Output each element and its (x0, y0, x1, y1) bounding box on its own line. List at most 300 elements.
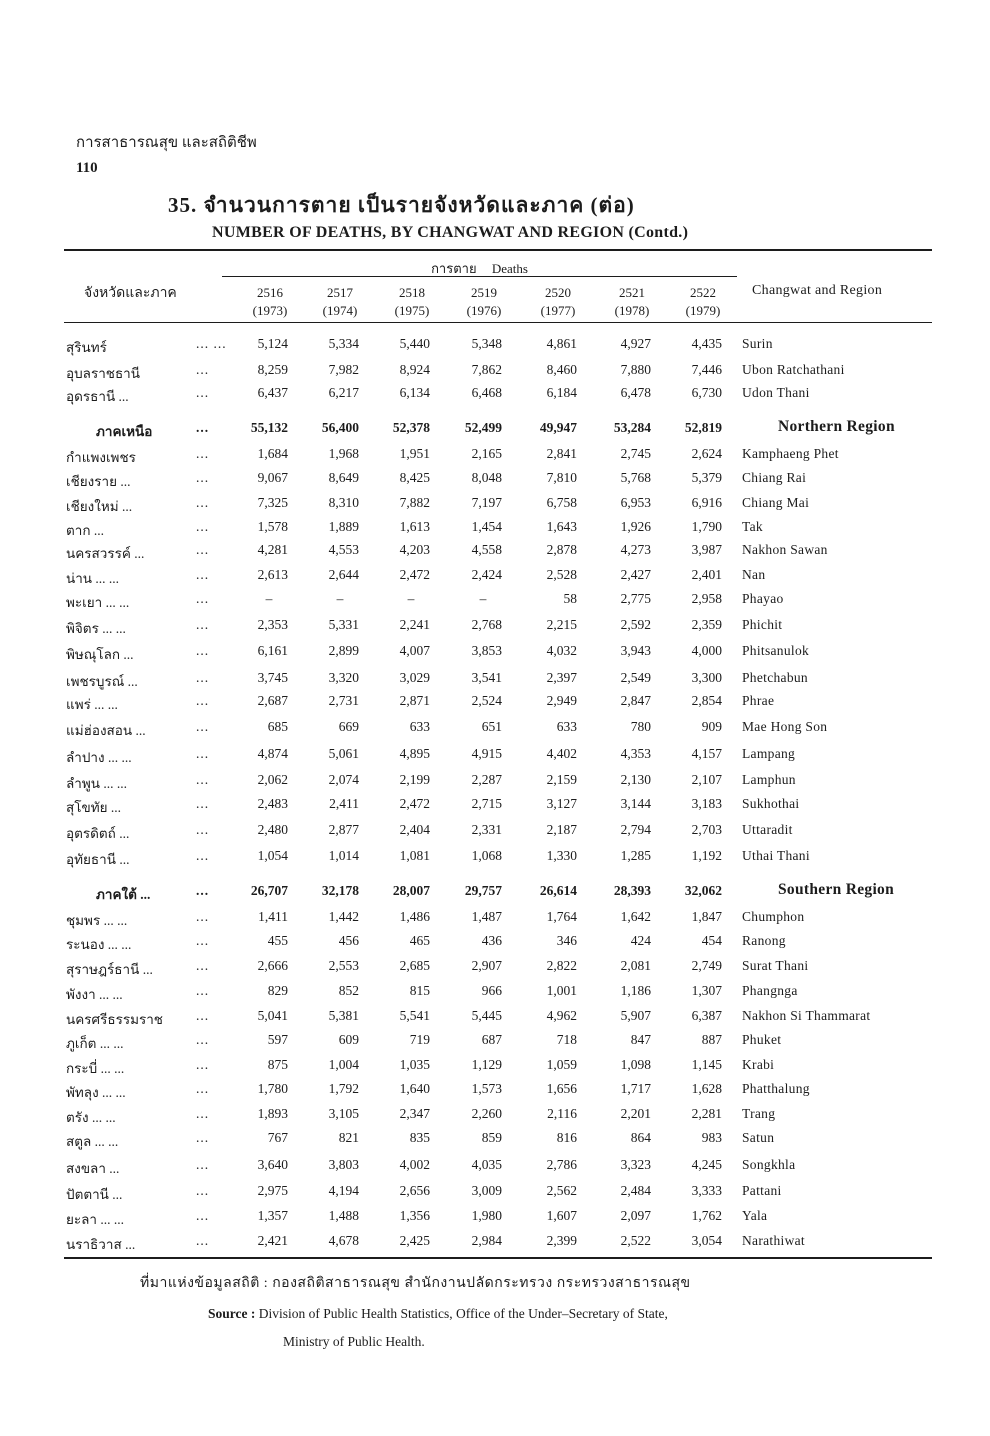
death-count-cell: 1,717 (620, 1081, 651, 1096)
death-count-cell: 6,134 (399, 385, 430, 400)
death-count-cell: 1,889 (328, 519, 359, 534)
death-count-cell: 1,628 (691, 1081, 722, 1096)
year-header (382, 284, 442, 320)
death-count-cell: 2,949 (546, 693, 577, 708)
year-header (528, 284, 588, 320)
death-count-cell: 6,730 (691, 385, 722, 400)
changwat-name-thai: ตรัง ... ... (66, 1110, 116, 1125)
death-count-cell: 53,284 (613, 420, 651, 435)
death-count-cell: 3,333 (691, 1183, 722, 1198)
changwat-name-thai: ยะลา ... ... (66, 1212, 125, 1227)
death-count-cell: 2,899 (328, 643, 359, 658)
table-row (0, 1057, 990, 1079)
death-count-cell: 2,907 (471, 958, 502, 973)
death-count-cell: 2,768 (471, 617, 502, 632)
death-count-cell: 8,048 (471, 470, 502, 485)
death-count-cell: 6,161 (257, 643, 288, 658)
changwat-name-thai: ภาคใต้ ... (96, 887, 151, 902)
death-count-cell: 609 (338, 1032, 359, 1047)
changwat-name-thai: พิจิตร ... ... (66, 621, 126, 636)
leader-dots: ... (196, 933, 210, 948)
death-count-cell: 52,499 (464, 420, 502, 435)
running-head: การสาธารณสุข และสถิติชีพ (76, 135, 257, 151)
death-count-cell: 2,421 (257, 1233, 288, 1248)
death-count-cell: 2,854 (691, 693, 722, 708)
death-count-cell: – (407, 591, 415, 606)
death-count-cell: 2,424 (471, 567, 502, 582)
death-count-cell: 4,273 (620, 542, 651, 557)
death-count-cell: 4,927 (620, 336, 651, 351)
death-count-cell: 6,478 (620, 385, 651, 400)
table-row (0, 933, 990, 955)
death-count-cell: 2,878 (546, 542, 577, 557)
death-count-cell: 3,853 (471, 643, 502, 658)
death-count-cell: 2,484 (620, 1183, 651, 1198)
death-count-cell: 7,862 (471, 362, 502, 377)
leader-dots: ... (196, 385, 210, 400)
changwat-name-english: Nakhon Si Thammarat (742, 1008, 871, 1023)
death-count-cell: 847 (630, 1032, 651, 1047)
death-count-cell: 5,124 (257, 336, 288, 351)
death-count-cell: 1,411 (258, 909, 288, 924)
death-count-cell: 1,656 (546, 1081, 577, 1096)
changwat-name-english: Satun (742, 1130, 775, 1145)
death-count-cell: 436 (481, 933, 502, 948)
death-count-cell: 669 (338, 719, 359, 734)
changwat-name-thai: อุดรธานี ... (66, 389, 129, 404)
table-row (0, 719, 990, 741)
death-count-cell: 2,522 (620, 1233, 651, 1248)
table-top-rule (64, 249, 932, 251)
leader-dots: ... (196, 1032, 210, 1047)
leader-dots: ... (196, 591, 210, 606)
leader-dots: ... (196, 1157, 210, 1172)
death-count-cell: 1,684 (257, 446, 288, 461)
death-count-cell: 4,962 (546, 1008, 577, 1023)
table-row (0, 519, 990, 541)
table-bottom-rule (64, 1257, 932, 1259)
table-row (0, 495, 990, 517)
year-ce: (1973) (252, 303, 288, 318)
death-count-cell: 2,528 (546, 567, 577, 582)
changwat-name-english: Kamphaeng Phet (742, 446, 839, 461)
changwat-name-thai: อุทัยธานี ... (66, 852, 130, 867)
leader-dots: ... (196, 746, 210, 761)
death-count-cell: 3,320 (328, 670, 359, 685)
table-row (0, 772, 990, 794)
death-count-cell: 26,614 (539, 883, 577, 898)
changwat-name-thai: ระนอง ... ... (66, 937, 132, 952)
changwat-name-thai: ภาคเหนือ (96, 424, 153, 439)
death-count-cell: 7,810 (546, 470, 577, 485)
death-count-cell: 633 (556, 719, 577, 734)
death-count-cell: 4,353 (620, 746, 651, 761)
year-be: 2518 (399, 285, 425, 300)
death-count-cell: 6,184 (546, 385, 577, 400)
death-count-cell: 49,947 (539, 420, 577, 435)
death-count-cell: 2,260 (471, 1106, 502, 1121)
changwat-name-thai: สุโขทัย ... (66, 800, 122, 815)
death-count-cell: – (336, 591, 344, 606)
death-count-cell: 2,215 (546, 617, 577, 632)
death-count-cell: 718 (556, 1032, 577, 1047)
table-row (0, 446, 990, 468)
leader-dots: ... (196, 772, 210, 787)
death-count-cell: 859 (481, 1130, 502, 1145)
leader-dots: ... (196, 1057, 210, 1072)
death-count-cell: 4,157 (691, 746, 722, 761)
death-count-cell: 3,987 (691, 542, 722, 557)
death-count-cell: 455 (267, 933, 288, 948)
death-count-cell: 4,435 (691, 336, 722, 351)
changwat-name-thai: กระบี่ ... ... (66, 1061, 125, 1076)
death-count-cell: 2,524 (471, 693, 502, 708)
death-count-cell: 4,553 (328, 542, 359, 557)
death-count-cell: 1,578 (257, 519, 288, 534)
leader-dots: ... (196, 670, 210, 685)
changwat-name-thai: ปัตตานี ... (66, 1187, 123, 1202)
source-line-1: Division of Public Health Statistics, Office of the Under–Secretary of State, (258, 1306, 668, 1321)
death-count-cell: 1,059 (546, 1057, 577, 1072)
changwat-name-thai: พังงา ... ... (66, 987, 123, 1002)
death-count-cell: 2,745 (620, 446, 651, 461)
death-count-cell: 1,004 (328, 1057, 359, 1072)
changwat-name-thai: แม่ฮ่องสอน ... (66, 723, 146, 738)
table-row (0, 1157, 990, 1179)
table-row (0, 1032, 990, 1054)
death-count-cell: 815 (409, 983, 430, 998)
changwat-name-english: Yala (742, 1208, 768, 1223)
year-ce: (1974) (322, 303, 358, 318)
death-count-cell: 3,183 (691, 796, 722, 811)
table-row (0, 746, 990, 768)
region-row (0, 883, 990, 905)
death-count-cell: 685 (267, 719, 288, 734)
death-count-cell: 2,397 (546, 670, 577, 685)
stub-header: จังหวัดและภาค (84, 286, 177, 301)
death-count-cell: 2,165 (471, 446, 502, 461)
death-count-cell: 821 (338, 1130, 359, 1145)
death-count-cell: 1,054 (257, 848, 288, 863)
leader-dots: ... (196, 796, 210, 811)
changwat-name-english: Krabi (742, 1057, 775, 1072)
source-note-english (208, 1300, 888, 1356)
death-count-cell: 1,129 (471, 1057, 502, 1072)
death-count-cell: 887 (701, 1032, 722, 1047)
death-count-cell: 1,330 (546, 848, 577, 863)
region-header: Changwat and Region (752, 283, 883, 298)
death-count-cell: 58 (563, 591, 577, 606)
death-count-cell: 2,347 (399, 1106, 430, 1121)
death-count-cell: 7,982 (328, 362, 359, 377)
leader-dots: ... ... (196, 336, 227, 351)
table-row (0, 385, 990, 407)
death-count-cell: 1,764 (546, 909, 577, 924)
death-count-cell: 8,259 (257, 362, 288, 377)
death-count-cell: 2,159 (546, 772, 577, 787)
leader-dots: ... (196, 542, 210, 557)
changwat-name-thai: กำแพงเพชร (66, 450, 136, 465)
table-row (0, 336, 990, 358)
table-row (0, 1008, 990, 1030)
death-count-cell: 5,541 (399, 1008, 430, 1023)
death-count-cell: 4,245 (691, 1157, 722, 1172)
death-count-cell: 2,685 (399, 958, 430, 973)
leader-dots: ... (196, 1233, 210, 1248)
death-count-cell: 1,192 (691, 848, 722, 863)
death-count-cell: 2,359 (691, 617, 722, 632)
death-count-cell: 4,002 (399, 1157, 430, 1172)
death-count-cell: 2,592 (620, 617, 651, 632)
death-count-cell: 2,331 (471, 822, 502, 837)
death-count-cell: 2,130 (620, 772, 651, 787)
leader-dots: ... (196, 1008, 210, 1023)
death-count-cell: – (265, 591, 273, 606)
death-count-cell: 2,480 (257, 822, 288, 837)
death-count-cell: 32,178 (321, 883, 359, 898)
death-count-cell: 1,442 (328, 909, 359, 924)
leader-dots: ... (196, 495, 210, 510)
leader-dots: ... (196, 420, 210, 435)
changwat-name-thai: พัทลุง ... ... (66, 1085, 126, 1100)
table-row (0, 1081, 990, 1103)
table-row (0, 643, 990, 665)
changwat-name-thai: เพชรบูรณ์ ... (66, 674, 138, 689)
death-count-cell: 3,300 (691, 670, 722, 685)
death-count-cell: 8,924 (399, 362, 430, 377)
leader-dots: ... (196, 848, 210, 863)
death-count-cell: 26,707 (250, 883, 288, 898)
death-count-cell: 2,401 (691, 567, 722, 582)
death-count-cell: 1,780 (257, 1081, 288, 1096)
death-count-cell: 7,880 (620, 362, 651, 377)
changwat-name-english: Nakhon Sawan (742, 542, 828, 557)
death-count-cell: 1,307 (691, 983, 722, 998)
death-count-cell: 909 (701, 719, 722, 734)
year-be: 2522 (690, 285, 716, 300)
death-count-cell: 6,758 (546, 495, 577, 510)
table-row (0, 617, 990, 639)
death-count-cell: 1,285 (620, 848, 651, 863)
death-count-cell: 2,399 (546, 1233, 577, 1248)
death-count-cell: 8,310 (328, 495, 359, 510)
changwat-name-english: Trang (742, 1106, 776, 1121)
death-count-cell: 2,081 (620, 958, 651, 973)
death-count-cell: 1,926 (620, 519, 651, 534)
death-count-cell: 3,745 (257, 670, 288, 685)
death-count-cell: 5,041 (257, 1008, 288, 1023)
year-be: 2520 (545, 285, 571, 300)
changwat-name-thai: ชุมพร ... ... (66, 913, 128, 928)
leader-dots: ... (196, 1106, 210, 1121)
death-count-cell: 1,968 (328, 446, 359, 461)
death-count-cell: 4,194 (328, 1183, 359, 1198)
death-count-cell: 4,915 (471, 746, 502, 761)
death-count-cell: 2,871 (399, 693, 430, 708)
leader-dots: ... (196, 470, 210, 485)
death-count-cell: 2,841 (546, 446, 577, 461)
changwat-name-thai: นครสวรรค์ ... (66, 546, 145, 561)
changwat-name-thai: พิษณุโลก ... (66, 647, 134, 662)
changwat-name-english: Pattani (742, 1183, 782, 1198)
changwat-name-english: Phatthalung (742, 1081, 810, 1096)
death-count-cell: 32,062 (684, 883, 722, 898)
changwat-name-english: Surat Thani (742, 958, 809, 973)
death-count-cell: 1,607 (546, 1208, 577, 1223)
year-header (673, 284, 733, 320)
changwat-name-english: Sukhothai (742, 796, 800, 811)
changwat-name-english: Ubon Ratchathani (742, 362, 845, 377)
death-count-cell: 852 (338, 983, 359, 998)
death-count-cell: 3,640 (257, 1157, 288, 1172)
death-count-cell: 6,217 (328, 385, 359, 400)
death-count-cell: 780 (630, 719, 651, 734)
changwat-name-thai: แพร่ ... ... (66, 697, 118, 712)
death-count-cell: 1,642 (620, 909, 651, 924)
changwat-name-thai: ภูเก็ต ... ... (66, 1036, 124, 1051)
death-count-cell: 4,678 (328, 1233, 359, 1248)
death-count-cell: 52,378 (392, 420, 430, 435)
death-count-cell: 7,197 (471, 495, 502, 510)
death-count-cell: 2,975 (257, 1183, 288, 1198)
table-row (0, 670, 990, 692)
death-count-cell: 983 (701, 1130, 722, 1145)
changwat-name-english: Ranong (742, 933, 786, 948)
death-count-cell: 2,749 (691, 958, 722, 973)
death-count-cell: 2,062 (257, 772, 288, 787)
changwat-name-english: Uthai Thani (742, 848, 810, 863)
death-count-cell: 2,287 (471, 772, 502, 787)
death-count-cell: 651 (481, 719, 502, 734)
changwat-name-thai: เชียงใหม่ ... (66, 499, 133, 514)
death-count-cell: 55,132 (250, 420, 288, 435)
death-count-cell: 5,379 (691, 470, 722, 485)
leader-dots: ... (196, 719, 210, 734)
leader-dots: ... (196, 1183, 210, 1198)
death-count-cell: 1,357 (257, 1208, 288, 1223)
death-count-cell: 2,483 (257, 796, 288, 811)
changwat-name-thai: น่าน ... ... (66, 571, 120, 586)
changwat-name-english: Phichit (742, 617, 783, 632)
death-count-cell: 3,943 (620, 643, 651, 658)
changwat-name-english: Udon Thani (742, 385, 810, 400)
death-count-cell: 3,127 (546, 796, 577, 811)
death-count-cell: 1,068 (471, 848, 502, 863)
death-count-cell: 1,356 (399, 1208, 430, 1223)
death-count-cell: 5,381 (328, 1008, 359, 1023)
death-count-cell: 346 (556, 933, 577, 948)
death-count-cell: 29,757 (464, 883, 502, 898)
death-count-cell: 5,440 (399, 336, 430, 351)
death-count-cell: 28,393 (613, 883, 651, 898)
death-count-cell: 2,703 (691, 822, 722, 837)
leader-dots: ... (196, 1081, 210, 1096)
death-count-cell: 3,054 (691, 1233, 722, 1248)
table-row (0, 1208, 990, 1230)
year-be: 2521 (619, 285, 645, 300)
death-count-cell: 5,907 (620, 1008, 651, 1023)
table-row (0, 796, 990, 818)
death-count-cell: 1,790 (691, 519, 722, 534)
death-count-cell: 2,786 (546, 1157, 577, 1172)
death-count-cell: 4,007 (399, 643, 430, 658)
changwat-name-thai: นราธิวาส ... (66, 1237, 136, 1252)
death-count-cell: 719 (409, 1032, 430, 1047)
death-count-cell: 2,472 (399, 796, 430, 811)
death-count-cell: 4,281 (257, 542, 288, 557)
death-count-cell: 2,624 (691, 446, 722, 461)
changwat-name-english: Narathiwat (742, 1233, 805, 1248)
death-count-cell: 456 (338, 933, 359, 948)
death-count-cell: 2,201 (620, 1106, 651, 1121)
page-number: 110 (76, 160, 98, 176)
death-count-cell: 2,656 (399, 1183, 430, 1198)
changwat-name-english: Songkhla (742, 1157, 796, 1172)
death-count-cell: 7,325 (257, 495, 288, 510)
source-line-2: Ministry of Public Health. (283, 1334, 425, 1349)
region-row (0, 420, 990, 442)
table-row (0, 1233, 990, 1255)
changwat-name-thai: ลำปาง ... ... (66, 750, 132, 765)
changwat-name-english: Phetchabun (742, 670, 808, 685)
leader-dots: ... (196, 822, 210, 837)
death-count-cell: 2,241 (399, 617, 430, 632)
table-row (0, 822, 990, 844)
death-count-cell: 1,573 (471, 1081, 502, 1096)
death-count-cell: 2,281 (691, 1106, 722, 1121)
death-count-cell: 5,061 (328, 746, 359, 761)
year-header (602, 284, 662, 320)
death-count-cell: 1,613 (399, 519, 430, 534)
table-row (0, 1130, 990, 1152)
death-count-cell: 3,323 (620, 1157, 651, 1172)
death-count-cell: 4,558 (471, 542, 502, 557)
table-row (0, 1106, 990, 1128)
death-count-cell: 1,640 (399, 1081, 430, 1096)
year-header (240, 284, 300, 320)
death-count-cell: 465 (409, 933, 430, 948)
death-count-cell: 1,762 (691, 1208, 722, 1223)
death-count-cell: 687 (481, 1032, 502, 1047)
table-row (0, 567, 990, 589)
changwat-name-thai: เชียงราย ... (66, 474, 131, 489)
death-count-cell: 2,411 (329, 796, 359, 811)
changwat-name-thai: อุตรดิตถ์ ... (66, 826, 130, 841)
leader-dots: ... (196, 1130, 210, 1145)
source-label: Source : (208, 1306, 256, 1321)
year-ce: (1977) (540, 303, 576, 318)
changwat-name-english: Southern Region (778, 881, 895, 898)
changwat-name-english: Nan (742, 567, 766, 582)
death-count-cell: 7,446 (691, 362, 722, 377)
death-count-cell: 454 (701, 933, 722, 948)
year-ce: (1979) (685, 303, 721, 318)
death-count-cell: 2,097 (620, 1208, 651, 1223)
death-count-cell: 4,035 (471, 1157, 502, 1172)
death-count-cell: 2,425 (399, 1233, 430, 1248)
changwat-name-thai: สุรินทร์ (66, 340, 107, 355)
year-ce: (1975) (394, 303, 430, 318)
death-count-cell: 3,105 (328, 1106, 359, 1121)
leader-dots: ... (196, 1208, 210, 1223)
changwat-name-english: Northern Region (778, 418, 895, 435)
death-count-cell: 28,007 (392, 883, 430, 898)
death-count-cell: 1,486 (399, 909, 430, 924)
changwat-name-english: Phayao (742, 591, 784, 606)
changwat-name-thai: สงขลา ... (66, 1161, 120, 1176)
death-count-cell: 4,000 (691, 643, 722, 658)
changwat-name-english: Surin (742, 336, 773, 351)
